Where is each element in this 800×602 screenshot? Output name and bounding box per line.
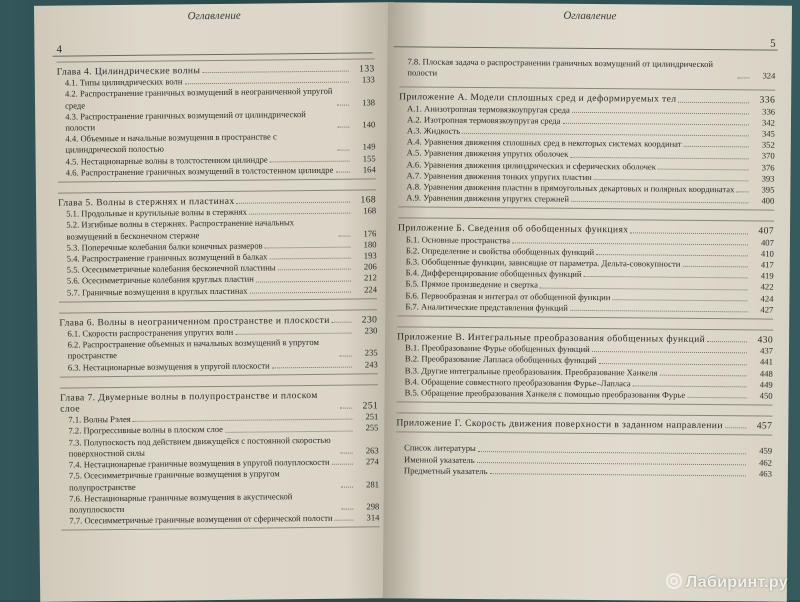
dot-leader: [270, 160, 350, 162]
dot-leader: [682, 266, 747, 268]
section-entry-text: 6.1. Скорости распространения упругих волн: [67, 326, 234, 339]
section-entry-text: А.3. Жидкость: [406, 125, 461, 136]
watermark-text: Лабиринт.ру: [685, 574, 788, 591]
dot-leader: [630, 232, 748, 234]
page-ref: 376: [761, 162, 775, 173]
chapter-title-text: Глава 7. Двумерные волны в полупространстве и плоском слое: [60, 389, 318, 415]
toc-right: [396, 56, 776, 487]
page-ref: 168: [360, 194, 377, 206]
page-ref: 274: [365, 456, 379, 467]
page-ref: 448: [759, 368, 773, 379]
dot-leader: [337, 104, 349, 105]
section-entry-text: 6.2. Распространение объемных и начальных возмущений в упругом пространстве: [67, 337, 319, 362]
page-ref: 400: [761, 195, 775, 206]
back-matter-entry-text: Именной указатель: [403, 454, 475, 465]
dot-leader: [594, 179, 749, 181]
dot-leader: [340, 408, 352, 409]
appendix-title-text: Приложение А. Модели сплошных сред и деформируемых тел: [399, 91, 677, 106]
dot-leader: [659, 374, 746, 376]
section-entry-text: 7.6. Нестационарные граничные возмущения в акустической полуплоскости: [69, 490, 293, 515]
page-ref: 410: [760, 248, 774, 259]
dot-leader: [341, 453, 353, 454]
section-entry-text: 7.5. Осесимметричные граничные возмущения в упругом полупространстве: [68, 468, 280, 493]
page-number: 5: [770, 37, 776, 50]
page-ref: 441: [759, 356, 773, 368]
section-entry: [57, 108, 375, 134]
section-entry-text: В.1. Преобразование Фурье обобщенных функций: [404, 342, 590, 355]
section-entry-text: Б.7. Аналитические представления функций: [405, 301, 568, 313]
section-entry: [58, 217, 376, 243]
section-entry-text: 5.4. Распространение граничных возмущений в балках: [66, 251, 268, 264]
dot-leader: [512, 242, 748, 245]
section-entry-text: А.2. Изотропная термовязкоупругая среда: [406, 114, 561, 126]
back-matter-entry-text: Предметный указатель: [403, 465, 488, 477]
page-ref: 419: [760, 270, 774, 281]
section-entry-text: А.7. Уравнения движения тонких упругих пластин: [406, 170, 592, 182]
section-entry: [397, 387, 773, 401]
dot-leader: [202, 71, 348, 74]
dot-leader: [237, 202, 351, 204]
header-rule: [394, 46, 778, 50]
page-ref: 407: [758, 225, 775, 238]
section-entry-text: А.9. Уравнения движения упругих стержней: [406, 192, 570, 205]
dot-leader: [725, 428, 746, 429]
section-entry-text: 5.6. Осесимметричные колебания круглых пластин: [66, 274, 254, 287]
page-ref: 133: [359, 63, 375, 75]
section-entry-text: В.2. Преобразование Лапласа обобщенных функций: [404, 353, 597, 366]
dot-leader: [736, 192, 748, 193]
section-entry: [57, 86, 375, 112]
section-entry: [61, 468, 379, 494]
header-rule: [53, 52, 373, 56]
dot-leader: [235, 333, 351, 335]
dot-leader: [684, 146, 749, 148]
page-ref: 336: [759, 94, 776, 107]
chapter-title-text: Глава 5. Волны в стержнях и пластинах: [58, 195, 235, 209]
dot-leader: [332, 464, 353, 465]
section-entry-text: А.5. Уравнения движения упругих оболочек: [406, 147, 569, 160]
section-entry: [59, 284, 377, 299]
section-entry-text: В.5. Обращение преобразования Ханкеля с помощью преобразования Фурье: [404, 387, 686, 400]
section-entry-text: 4.6. Распространение граничных возмущений в толстостенном цилиндре: [65, 164, 334, 178]
section-entry-text: Б.6. Первообразная и интеграл от обобщенной функции: [405, 290, 611, 302]
section-entry-text: 7.1. Волны Рэлея: [68, 414, 131, 425]
page-ref: 342: [762, 117, 776, 128]
chapter-title-text: Глава 6. Волны в неограниченном пространстве и плоскости: [59, 314, 330, 329]
page-number: 4: [56, 43, 63, 56]
page-ref: 422: [760, 281, 774, 293]
dot-leader: [335, 520, 354, 521]
section-entry-text: 4.3. Распространение граничных возмущений от цилиндрической полости: [65, 108, 306, 133]
page-ref: 140: [362, 119, 376, 130]
section-entry-text: 5.5. Осесимметричные колебания бесконечной пластины: [66, 262, 276, 275]
section-entry-text: А.4. Уравнения движения сплошных сред в некоторых системах координат: [406, 136, 682, 150]
page-ref: 370: [761, 150, 775, 162]
page-ref: 417: [760, 259, 774, 270]
dot-leader: [462, 133, 749, 137]
dot-leader: [570, 310, 747, 313]
page-ref: 352: [761, 139, 775, 150]
dot-leader: [133, 419, 353, 422]
page-ref: 168: [363, 205, 377, 216]
back-matter: [396, 443, 772, 480]
page-ref: 336: [762, 106, 776, 117]
page-ref: 180: [363, 239, 377, 250]
page-ref: 176: [363, 227, 377, 239]
chapter-title-text: Глава 4. Цилиндрические волны: [56, 65, 201, 78]
page-ref: 224: [364, 283, 378, 295]
appendix-block: [397, 218, 774, 320]
page-ref: 138: [362, 96, 376, 108]
dot-leader: [338, 149, 350, 150]
dot-leader: [592, 351, 747, 353]
dot-leader: [490, 473, 746, 476]
appendix-title-text: Приложение Б. Сведения об обобщенных функциях: [397, 222, 629, 236]
dot-leader: [687, 397, 746, 399]
dot-leader: [596, 254, 748, 256]
page-ref: 407: [760, 237, 774, 248]
section-entry: [61, 512, 379, 527]
section-entry: [57, 131, 375, 157]
dot-leader: [570, 156, 748, 159]
page-ref: 133: [361, 74, 375, 85]
section-entry-text: А.1. Анизотропная термовязкоупругая среда: [407, 103, 570, 115]
dot-leader: [678, 101, 749, 103]
chapter-block: [57, 58, 376, 182]
section-entry-text: В.3. Другие интегральные преобразования. Преобразование Ханкеля: [404, 365, 658, 378]
page-ref: 164: [362, 164, 376, 175]
section-entry-text: 5.3. Поперечные колебания балки конечных размеров: [66, 240, 263, 253]
section-entry-text: 5.1. Продольные и крутильные волны в стержнях: [66, 206, 247, 219]
section-entry: [61, 490, 379, 516]
section-entry-text: В.4. Обращение совместного преобразования Фурье–Лапласа: [404, 376, 631, 389]
page-ref: 193: [363, 250, 377, 261]
appendix-title: [396, 418, 772, 432]
dot-leader: [272, 366, 352, 368]
section-entry-text: 4.5. Нестационарные волны в толстостенном цилиндре: [65, 154, 268, 167]
page-ref: 251: [365, 411, 379, 422]
chapter-block: [59, 309, 378, 377]
page-ref: 345: [761, 128, 775, 139]
page-ref: 395: [761, 184, 775, 195]
section-entry-text: А.8. Уравнения движения пластин в прямоугольных декартовых и полярных координатах: [406, 181, 735, 195]
page-ref: 235: [364, 347, 378, 358]
dot-leader: [335, 172, 349, 173]
dot-leader: [572, 112, 749, 115]
dot-leader: [571, 201, 748, 204]
back-matter-entry-text: Список литературы: [404, 442, 476, 454]
page-ref: 424: [760, 293, 774, 304]
page-ref: 230: [361, 314, 378, 326]
appendix-block: [396, 413, 772, 436]
page-ref: 255: [365, 422, 379, 433]
dot-leader: [332, 322, 352, 323]
dot-leader: [278, 269, 351, 271]
page-ref: 459: [759, 445, 773, 457]
dot-leader: [256, 280, 351, 282]
dot-leader: [707, 341, 747, 342]
running-head: Оглавление: [563, 9, 617, 23]
page-ref: 212: [363, 272, 377, 283]
page-ref: 462: [759, 457, 773, 468]
dot-leader: [341, 509, 353, 510]
dot-leader: [265, 247, 351, 249]
dot-leader: [540, 287, 748, 290]
page-ref: 457: [756, 420, 773, 432]
dot-leader: [225, 430, 353, 432]
dot-leader: [338, 235, 350, 236]
page-ref: 314: [366, 512, 380, 523]
dot-leader: [737, 78, 749, 79]
section-entry-text: Б.5. Прямое произведение и свертка: [405, 278, 538, 291]
dot-leader: [658, 168, 749, 170]
section-entry-text: 7.8. Плоская задача о распространении граничных возмущений от цилиндрической полости: [407, 56, 714, 78]
page-ref: 427: [760, 304, 774, 315]
running-head: Оглавление: [187, 9, 241, 23]
watermark: [665, 573, 788, 592]
dot-leader: [599, 363, 747, 365]
page-ref: 437: [760, 345, 774, 356]
dot-leader: [478, 451, 746, 454]
page-ref: 263: [365, 445, 379, 456]
back-matter-entry: [396, 465, 772, 479]
section-entry: [60, 359, 378, 374]
continued-block: [399, 56, 775, 82]
section-entry: [61, 434, 379, 460]
appendix-title-text: Приложение Г. Скорость движения поверхности в заданном направлении: [396, 417, 723, 432]
appendix-block: [398, 87, 775, 211]
section-entry-text: Б.1. Основные пространства: [405, 234, 511, 245]
appendix-block: [397, 326, 774, 405]
dot-leader: [250, 291, 351, 293]
dot-leader: [563, 123, 749, 126]
section-entry: [397, 301, 773, 315]
page-ref: 243: [364, 358, 378, 370]
section-entry-text: 4.4. Объемные и начальные возмущения в пространстве с цилиндрической полостью: [65, 131, 277, 155]
page-ref: 450: [759, 390, 773, 401]
page-ref: 298: [366, 501, 380, 512]
dot-leader: [340, 355, 352, 356]
page-ref: 149: [362, 141, 376, 152]
section-entry-text: Б.2. Определение и свойства обобщенных функций: [405, 245, 595, 257]
left-page: [34, 2, 400, 602]
chapter-title: [60, 389, 378, 415]
section-entry: [399, 56, 775, 82]
section-entry-text: 6.3. Нестационарные возмущения в упругой плоскости: [67, 360, 270, 373]
toc-left: [57, 58, 380, 541]
section-entry-text: Б.4. Дифференцирование обобщенных функций: [405, 267, 582, 280]
section-entry-text: Б.3. Обобщенные функции, зависящие от параметра. Дельта-совокупности: [405, 256, 681, 269]
section-entry-text: 7.4. Нестационарные граничные возмущения в упругой полуплоскости: [68, 456, 330, 470]
dot-leader: [612, 299, 747, 301]
dot-leader: [477, 462, 746, 465]
section-entry-text: А.6. Уравнения движения цилиндрических и сферических оболочек: [406, 159, 656, 172]
section-entry: [58, 164, 376, 179]
labyrinth-logo-icon: [665, 573, 683, 589]
dot-leader: [633, 385, 747, 387]
page-ref: 463: [758, 468, 772, 479]
page-ref: 393: [761, 173, 775, 184]
page-ref: 449: [759, 379, 773, 390]
section-entry: [60, 337, 378, 363]
dot-leader: [583, 276, 747, 278]
page-ref: 251: [362, 400, 379, 412]
page-ref: 206: [363, 261, 377, 272]
chapter-block: [58, 189, 377, 302]
dot-leader: [184, 82, 348, 85]
page-ref: 230: [364, 325, 378, 336]
appendix-title-text: Приложение В. Интегральные преобразования обобщенных функций: [397, 331, 706, 346]
section-entry-text: 5.2. Изгибные волны в стержнях. Распространение начальных возмущений в бесконечном стержне: [66, 217, 295, 242]
section-entry-text: 5.7. Граничные возмущения в круглых пластинах: [66, 285, 248, 298]
dot-leader: [249, 213, 350, 215]
dot-leader: [341, 486, 353, 487]
page-ref: 324: [762, 70, 776, 81]
section-entry-text: 4.2. Распространение граничных возмущений в неограниченной упругой среде: [64, 86, 333, 111]
section-entry-text: 7.2. Прогрессивные волны в плоском слое: [68, 424, 224, 437]
chapter-block: [60, 384, 379, 531]
section-entry-text: 7.7. Осесимметричные граничные возмущения от сферической полости: [69, 512, 333, 526]
dot-leader: [269, 258, 350, 260]
page-ref: 281: [366, 478, 380, 489]
section-entry-text: 4.1. Типы цилиндрических волн: [64, 76, 183, 88]
dot-leader: [337, 127, 349, 128]
page-ref: 155: [362, 152, 376, 164]
section-entry-text: 7.3. Полупоскость под действием движущейся с постоянной скоростью поверхностной силы: [68, 434, 331, 459]
right-page: [383, 2, 792, 602]
page-ref: 430: [757, 334, 774, 346]
